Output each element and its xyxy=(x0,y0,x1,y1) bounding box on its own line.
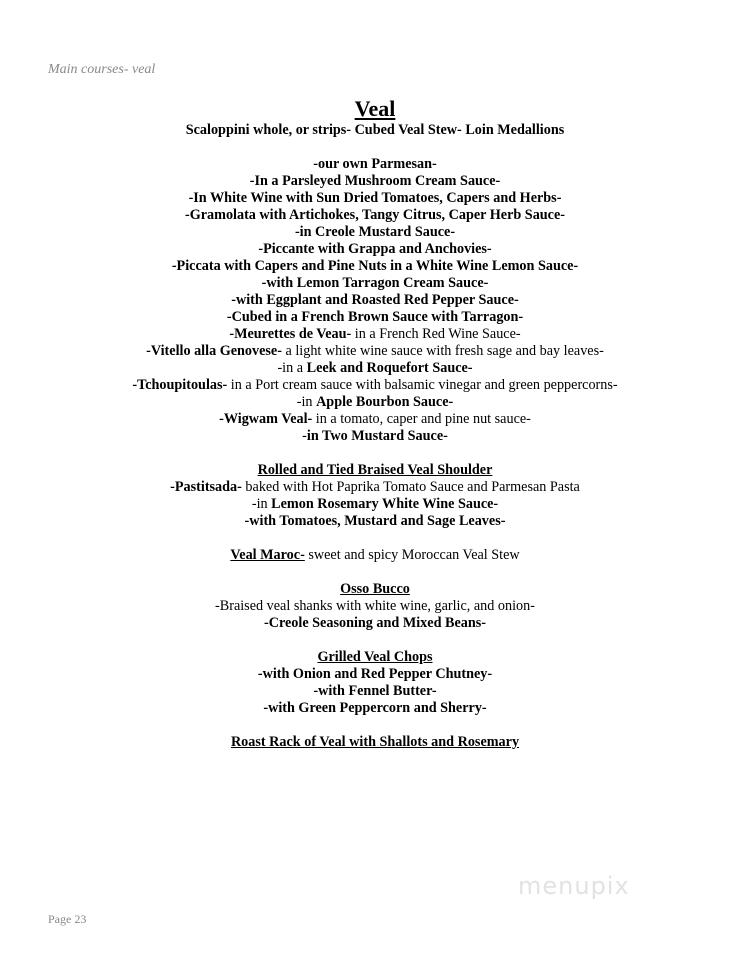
chops-list xyxy=(0,666,750,717)
menu-item-line xyxy=(0,343,750,360)
menu-item-text: -Tchoupitoulas- xyxy=(132,377,228,393)
menu-item-line xyxy=(0,513,750,530)
menu-item-text: -with Fennel Butter- xyxy=(313,683,437,699)
osso-list xyxy=(0,598,750,632)
menu-item-line xyxy=(0,377,750,394)
menu-item-text: -Piccata with Capers and Pine Nuts in a White Wine Lemon Sauce- xyxy=(171,258,579,274)
menu-item-line xyxy=(0,292,750,309)
menu-item-line xyxy=(0,190,750,207)
menu-item-text: -Cubed in a French Brown Sauce with Tarragon- xyxy=(226,309,524,325)
menu-item-text: Apple Bourbon Sauce- xyxy=(316,394,454,410)
menu-item-text: -In White Wine with Sun Dried Tomatoes, Capers and Herbs- xyxy=(188,190,562,206)
menu-item-text: -with Green Peppercorn and Sherry- xyxy=(263,700,487,716)
menu-item-text: baked with Hot Paprika Tomato Sauce and Parmesan Pasta xyxy=(241,479,580,495)
menu-item-text: -Pastitsada- xyxy=(170,479,242,495)
menu-item-text: -in Creole Mustard Sauce- xyxy=(294,224,456,240)
menu-item-line xyxy=(0,360,750,377)
menu-item-text: Leek and Roquefort Sauce- xyxy=(306,360,473,376)
menu-item-text: Lemon Rosemary White Wine Sauce- xyxy=(271,496,499,512)
menu-item-line xyxy=(0,411,750,428)
menu-item-line xyxy=(0,309,750,326)
maroc-line xyxy=(0,547,750,564)
menu-item-line xyxy=(0,479,750,496)
maroc-heading: Veal Maroc- xyxy=(230,547,305,563)
menu-item-line xyxy=(0,258,750,275)
shoulder-heading: Rolled and Tied Braised Veal Shoulder xyxy=(257,462,493,478)
menu-item-text: - xyxy=(302,428,307,444)
menu-item-line xyxy=(0,156,750,173)
menu-item-line xyxy=(0,496,750,513)
menu-item-text: -Gramolata with Artichokes, Tangy Citrus, Caper Herb Sauce- xyxy=(184,207,566,223)
rack-heading: Roast Rack of Veal with Shallots and Rosemary xyxy=(230,734,520,750)
menu-item-text: -with Onion and Red Pepper Chutney- xyxy=(257,666,493,682)
menu-item-text: -Vitello alla Genovese- xyxy=(146,343,282,359)
menu-item-text: -in xyxy=(251,496,272,512)
menu-item-text: -with Tomatoes, Mustard and Sage Leaves- xyxy=(244,513,506,529)
menu-item-text: in a tomato, caper and pine nut sauce- xyxy=(312,411,531,427)
menu-item-line xyxy=(0,241,750,258)
menu-item-line xyxy=(0,275,750,292)
menu-item-text: in a Port cream sauce with balsamic vinegar and green peppercorns- xyxy=(227,377,618,393)
menu-item-line xyxy=(0,700,750,717)
menu-item-text: a light white wine sauce with fresh sage and bay leaves- xyxy=(281,343,604,359)
menu-item-line xyxy=(0,394,750,411)
menupix-watermark: menupix xyxy=(518,872,630,900)
chops-heading: Grilled Veal Chops xyxy=(317,649,433,665)
menu-item-text: -our own Parmesan- xyxy=(313,156,437,172)
menu-item-line xyxy=(0,326,750,343)
subtitle: Scaloppini whole, or strips- Cubed Veal Stew- Loin Medallions xyxy=(185,122,565,138)
menu-item-text: -in xyxy=(296,394,317,410)
menu-item-text: -Wigwam Veal- xyxy=(219,411,313,427)
menu-item-text: -in a xyxy=(277,360,307,376)
menu-content xyxy=(0,96,750,751)
section-header: Main courses- veal xyxy=(48,62,156,77)
menu-item-line xyxy=(0,683,750,700)
osso-heading: Osso Bucco xyxy=(340,581,410,597)
menu-item-text: -Piccante with Grappa and Anchovies- xyxy=(258,241,492,257)
menu-item-text: -In a Parsleyed Mushroom Cream Sauce- xyxy=(249,173,501,189)
sauce-list xyxy=(0,156,750,445)
maroc-desc: sweet and spicy Moroccan Veal Stew xyxy=(304,547,520,563)
menu-item-text: -Braised veal shanks with white wine, garlic, and onion- xyxy=(215,598,535,614)
menu-item-line xyxy=(0,428,750,445)
menu-item-line xyxy=(0,666,750,683)
menu-item-line xyxy=(0,598,750,615)
menu-item-text: -Meurettes de Veau- xyxy=(229,326,352,342)
menu-item-text: -Creole Seasoning and Mixed Beans- xyxy=(263,615,487,631)
menu-item-line xyxy=(0,207,750,224)
menu-item-text: in Two Mustard Sauce- xyxy=(306,428,448,444)
menu-item-text: in a French Red Wine Sauce- xyxy=(351,326,521,342)
menu-item-line xyxy=(0,615,750,632)
page-number: Page 23 xyxy=(48,912,87,926)
menu-item-text: -with Lemon Tarragon Cream Sauce- xyxy=(261,275,489,291)
menu-item-text: -with Eggplant and Roasted Red Pepper Sauce- xyxy=(231,292,519,308)
page-title: Veal xyxy=(354,96,396,121)
shoulder-list xyxy=(0,479,750,530)
menu-item-line xyxy=(0,224,750,241)
menu-item-line xyxy=(0,173,750,190)
